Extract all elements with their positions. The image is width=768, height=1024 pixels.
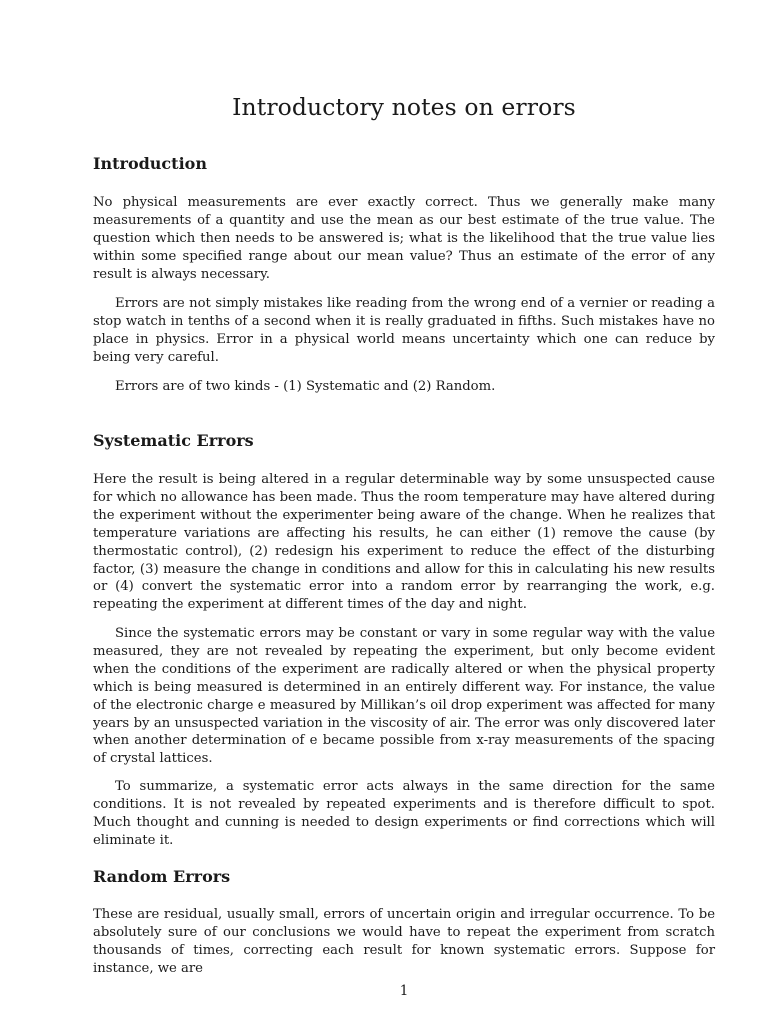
section-heading-introduction: Introduction — [93, 154, 207, 173]
paragraph: Since the systematic errors may be constant or vary in some regular way with the value measured, they are not revealed by repeating the experiment, but only become evident when the conditions of the experiment are radically altered or when the physical property which is being measured is determined in an entirely different way. For instance, the value of the electronic charge e measured by Millikan’s oil drop experiment was affected for many years by an unsuspected variation in the viscosity of air. The error was only discovered later when another determination of e became possible from x-ray measurements of the spacing of crystal lattices. — [93, 626, 715, 767]
paragraph: These are residual, usually small, errors of uncertain origin and irregular occurrence. To be absolutely sure of our conclusions we would have to repeat the experiment from scratch thousands of times, correcting each result for known systematic errors. Suppose for instance, we are — [93, 907, 715, 976]
paragraph: Errors are not simply mistakes like reading from the wrong end of a vernier or reading a stop watch in tenths of a second when it is really graduated in fifths. Such mistakes have no place in physics. Error in a physical world means uncertainty which one can reduce by being very careful. — [93, 296, 715, 365]
paragraph: No physical measurements are ever exactly correct. Thus we generally make many measurements of a quantity and use the mean as our best estimate of the true value. The question which then needs to be answered is; what is the likelihood that the true value lies within some specified range about our mean value? Thus an estimate of the error of any result is always necessary. — [93, 195, 715, 282]
paragraph: To summarize, a systematic error acts always in the same direction for the same conditions. It is not revealed by repeated experiments and is therefore difficult to spot. Much thought and cunning is needed to design experiments or find corrections which will eliminate it. — [93, 779, 715, 848]
paragraph: Errors are of two kinds - (1) Systematic and (2) Random. — [115, 379, 496, 394]
document-title: Introductory notes on errors — [232, 93, 576, 121]
section-heading-random-errors: Random Errors — [93, 867, 231, 886]
document-page — [93, 0, 715, 1024]
section-heading-systematic-errors: Systematic Errors — [93, 431, 254, 450]
paragraph: Here the result is being altered in a regular determinable way by some unsuspected cause for which no allowance has been made. Thus the room temperature may have altered during the experiment without the experimenter being aware of the change. When he realizes that temperature variations are affecting his results, he can either (1) remove the cause (by thermostatic control), (2) redesign his experiment to reduce the effect of the disturbing factor, (3) measure the change in conditions and allow for this in calculating his new results or (4) convert the systematic error into a random error by rearranging the work, e.g. repeating the experiment at different times of the day and night. — [93, 472, 715, 613]
page-number: 1 — [399, 983, 409, 999]
